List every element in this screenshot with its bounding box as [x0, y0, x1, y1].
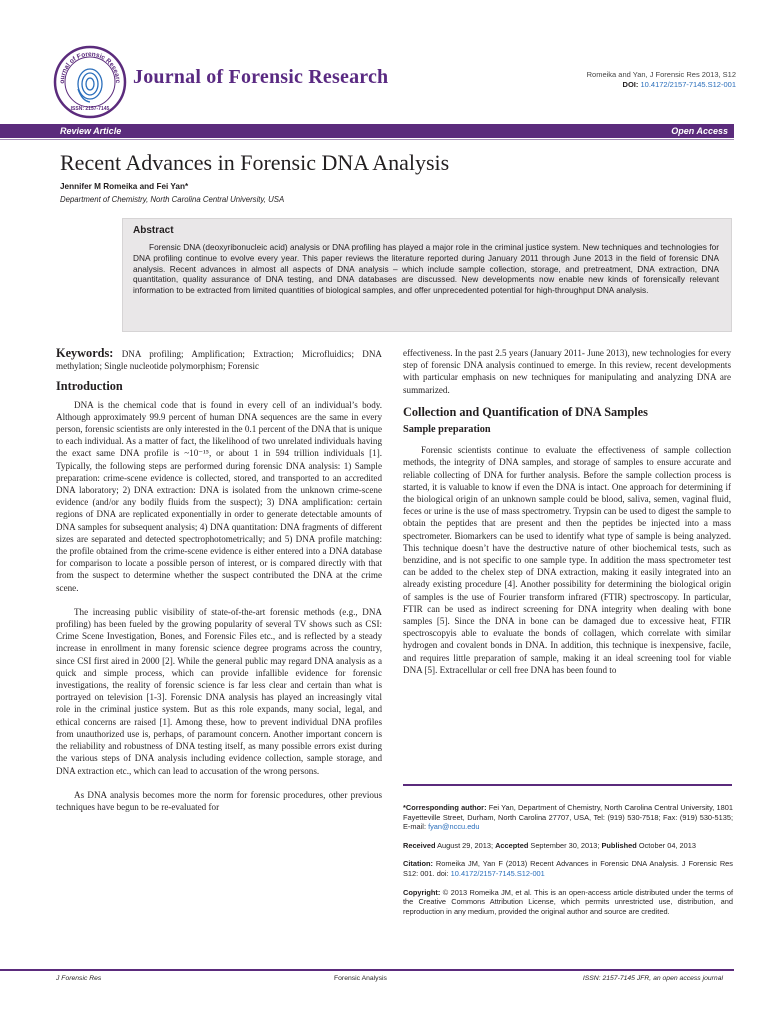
footnote-rule: [403, 784, 732, 786]
published-date: October 04, 2013: [636, 840, 696, 850]
corresponding-label: *Corresponding author:: [403, 803, 487, 812]
copyright-label: Copyright:: [403, 887, 441, 897]
author-list: Jennifer M Romeika and Fei Yan*: [60, 182, 189, 191]
sample-preparation-heading: Sample preparation: [403, 424, 491, 436]
corresponding-author: [403, 803, 733, 832]
introduction-heading: Introduction: [56, 379, 123, 394]
copyright-block: [403, 888, 733, 917]
header-citation: [587, 70, 736, 90]
collection-section-heading: Collection and Quantification of DNA Samples: [403, 404, 648, 419]
abstract-heading: Abstract: [133, 225, 174, 236]
intro-paragraph-1: DNA is the chemical code that is found in every cell of an individual’s body. Although approximately 99.9 percent of human DNA sequences are the same in every person, forensic scientists are only interested in the 0.1 percent of the DNA that is unique to each individual. As a matter of fact, the likelihood of two unrelated individuals having the exact same DNA profile is ~10⁻¹⁵, or about 1 in 594 trillion individuals [1]. Typically, the following steps are performed during forensic DNA analysis: 1) Sample preparation: crime-scene evidence is collected, stored, and transported to an accredited DNA laboratory; 2) DNA extraction: DNA is isolated from the unknown crime-scene evidence (and/or any bodily fluids from the suspect); 3) DNA amplification: certain regions of DNA are replicated exponentially in order to generate detectable amounts of DNA samples for subsequent analysis; 4) DNA quantitation: DNA fragments of different sizes are separated and detected spectrophotometrically; and 5) DNA profile matching: the profile obtained from the crime-scene evidence is either entered into a DNA database for comparison to locate a possible person of interest, or is compared directly with that from the suspect to determine whether the suspect contributed the DNA at the crime scene.: [56, 399, 382, 593]
keywords-label: Keywords:: [56, 346, 114, 360]
journal-title: Journal of Forensic Research: [133, 66, 389, 88]
accepted-date: September 30, 2013;: [528, 840, 602, 850]
doi-line: [587, 80, 736, 90]
corresponding-text: Fei Yan, Department of Chemistry, North Carolina Central University, 1801 Fayetteville Street, Durham, North Carolina 27707, USA, Tel: (919) 530-7518; Fax: (919) 530-5135; E-mail:: [403, 803, 733, 832]
doi-link[interactable]: 10.4172/2157-7145.S12-001: [640, 80, 736, 89]
citation-block: [403, 859, 733, 878]
sample-preparation-paragraph: Forensic scientists continue to evaluate the effectiveness of sample collection methods, the integrity of DNA samples, and storage of samples to ensure accurate and reliable collecting of DNA for further analysis. Before the sample collection process is started, it is valuable to know if even the DNA is intact. One approach for determining if the biological origin of an unknown sample could be blood, saliva, semen, vaginal fluid, feces or urine is the use of mass spectrometry. Trypsin can be used to digest the sample to obtain the peptides that are present and then the peptides be injected into a mass spectrometer. Biomarkers can be used to identify what type of sample is being analyzed. This technique doesn’t have the destructive nature of other biochemical tests, such as benzidine, and is not specific to one sample type. In addition the mass spectrometer test can be added to the chelex step of DNA extraction, making it easily integrated into an already existing procedure [4]. Another possibility for determining the biological origin of samples is the use of Fourier transform infrared (FTIR) spectroscopy. In particular, FTIR can be used as indirect screening for DNA integrity when dealing with bone samples [5]. Since the DNA in bone can be damaged due to excessive heat, FTIR spectroscopyis able to evaluate the bonds of collagen, which correlate with similar hydrogen and covalent bonds in DNA. In addition, this technique is inexpensive, facile, and requires little preparation of sample, making it an ideal screening tool for viable DNA [5]. Extracellular or cell free DNA has been found to: [403, 445, 731, 675]
article-type-label: Review Article: [60, 126, 122, 136]
open-access-label: Open Access: [671, 126, 728, 136]
accepted-label: Accepted: [495, 840, 529, 850]
citation-doi-link[interactable]: 10.4172/2157-7145.S12-001: [450, 868, 545, 878]
abstract-text: Forensic DNA (deoxyribonucleic acid) analysis or DNA profiling has played a major role in the criminal justice system. New techniques and technologies for DNA profiling continue to evolve every year. This paper reviews the literature reported during January 2011 through June 2013 in the field of forensic DNA analysis. Recent advances in almost all aspects of DNA analysis – which include sample collection, storage, and pretreatment, DNA extraction, DNA quantitation, quality assurance of DNA testing, and DNA databases are discussed. New developments now enable new kinds of forensically relevant information to be extracted from limited quantities of biological samples, and offer unprecedented potential for high-throughput DNA analysis.: [133, 242, 719, 296]
logo-arc-text: ournal of Forensic Researc: [58, 50, 122, 84]
paper-title: Recent Advances in Forensic DNA Analysis: [60, 150, 450, 175]
copyright-text: © 2013 Romeika JM, et al. This is an open-access article distributed under the terms of the Creative Commons Attribution License, which permits unrestricted use, distribution, and reproduction in any medium, provided the original author and source are credited.: [403, 887, 733, 916]
right-column: [403, 347, 731, 676]
intro-paragraph-2: The increasing public visibility of state-of-the-art forensic methods (e.g., DNA profiling) has been fueled by the growing popularity of several TV shows such as CSI: Crime Scene Investigation, Bones, and Forensic Files etc., and is reflected by a steady increase in enrollment in many forensic science degree programs across the country, since CSI first aired in 2000 [2]. While the general public may regard DNA analysis as a quick and simple process, which can provide infallible evidence for forensic investigations, the reality of forensic science is far less clear and certain than what is portrayed on television [1-3]. Forensic DNA analysis has played an increasingly vital role in the criminal justice system. But as this role expands, many social, legal, and ethical concerns are raised [1]. Among these, how to prevent individual DNA profiles from unauthorized use is, perhaps, of paramount concern. Another important concern is the reliability and robustness of DNA testing itself, as many possible errors exist during the various steps of DNA analysis including evidence collection, sample storage, and DNA extraction etc., which can lead to accusation of the wrong persons.: [56, 606, 382, 776]
footer-rule: [0, 969, 734, 971]
received-label: Received: [403, 840, 436, 850]
received-date: August 29, 2013;: [435, 840, 496, 850]
footer-issn: ISSN: 2157-7145 JFR, an open access journal: [582, 975, 723, 982]
dates-line: [403, 841, 733, 851]
banner-underline: [0, 139, 734, 140]
doi-label: DOI:: [622, 80, 639, 89]
logo-issn: ISSN: 2157-7145: [70, 106, 110, 112]
intro-paragraph-3: As DNA analysis becomes more the norm for forensic procedures, other previous techniques have begun to be re-evaluated for: [56, 789, 382, 812]
published-label: Published: [601, 840, 637, 850]
footnote-block: [403, 803, 733, 925]
keywords-text: DNA profiling; Amplification; Extraction; Microfluidics; DNA methylation; Single nucleotide polymorphism; Forensic: [56, 349, 382, 372]
affiliation: Department of Chemistry, North Carolina Central University, USA: [60, 195, 285, 204]
citation-text: Romeika JM, Yan F (2013) Recent Advances in Forensic DNA Analysis. J Forensic Res S12: 001. doi:: [403, 859, 733, 878]
continued-paragraph: effectiveness. In the past 2.5 years (January 2011- June 2013), new technologies for every step of forensic DNA analysis continued to emerge. In this review, recent developments with particular emphasis on new techniques for manipulating and analyzing DNA are summarized.: [403, 348, 731, 395]
keywords: [56, 347, 382, 372]
citation-label: Citation:: [403, 859, 433, 869]
left-column: [56, 347, 382, 813]
email-link[interactable]: fyan@nccu.edu: [428, 822, 480, 832]
footer-journal: J Forensic Res: [56, 975, 102, 982]
journal-logo: [52, 44, 128, 120]
citation-line: Romeika and Yan, J Forensic Res 2013, S12: [586, 70, 736, 79]
footer-section: Forensic Analysis: [334, 975, 387, 982]
